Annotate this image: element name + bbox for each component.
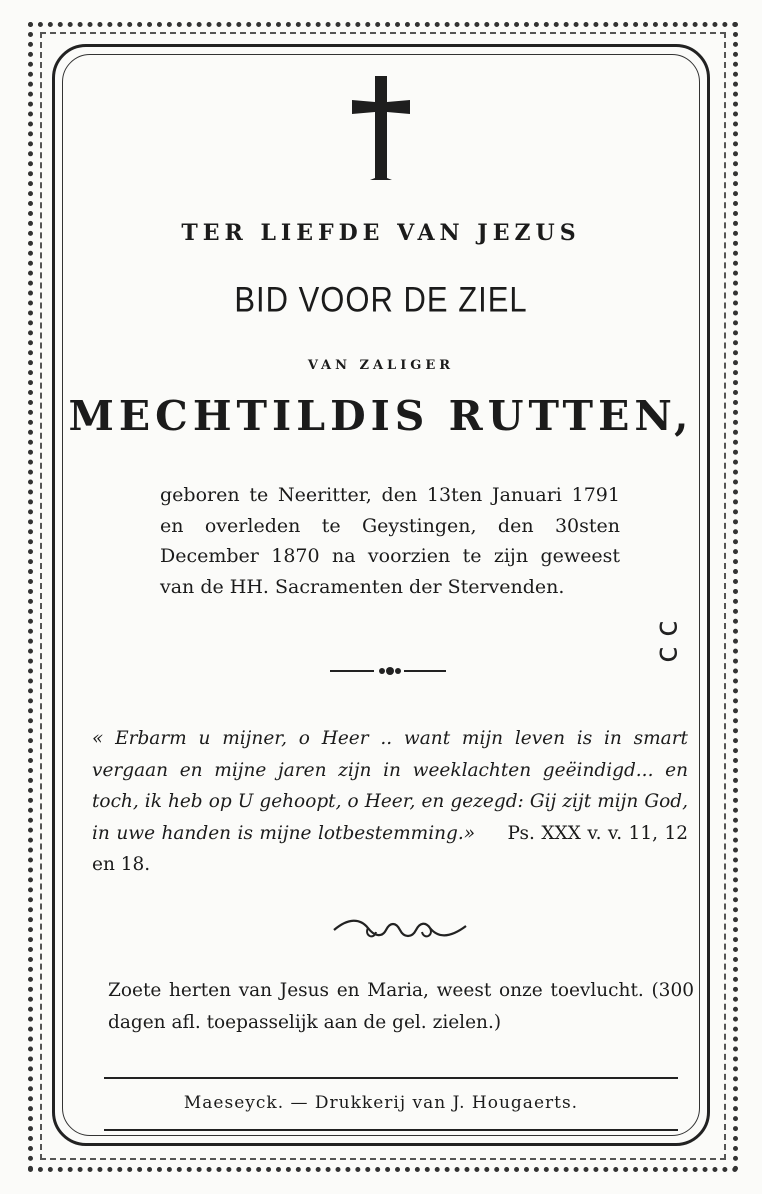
- biography-text: geboren te Neeritter, den 13ten Januari 1791 en overleden te Geystingen, den 30sten December 1870 na voorzien te zijn geweest van de HH. Sacramenten der Stervenden.: [160, 484, 620, 598]
- van-zaliger-label: VAN ZALIGER: [307, 358, 455, 373]
- divider-rule: [104, 1077, 678, 1079]
- divider-rule: [104, 1129, 678, 1131]
- printer-line: Maeseyck. — Drukkerij van J. Hougaerts.: [183, 1093, 579, 1113]
- prayer-heading: BID VOOR DE ZIEL: [234, 279, 528, 320]
- psalm-reference: Ps. XXX v. v. 11, 12 en 18.: [92, 822, 688, 875]
- latin-cross-icon: [350, 74, 412, 182]
- handwritten-margin-mark: ɔ ɔ: [651, 620, 687, 663]
- dash-ornament-icon: [328, 664, 448, 678]
- psalm-text: « Erbarm u mijner, o Heer .. want mijn leven is in smart vergaan en mijne jaren zijn in weeklachten geëindigd... en toch, ik heb op U gehoopt, o Heer, en gezegd: Gij zijt mijn God, in uwe handen is mijne lotbestemming.»: [92, 728, 688, 844]
- psalm-quote: [92, 723, 688, 881]
- invocation-heading: TER LIEFDE VAN JEZUS: [181, 220, 581, 246]
- closing-prayer: Zoete herten van Jesus en Maria, weest onze toevlucht. (300 dagen afl. toepasselijk aan de gel. zielen.): [108, 980, 694, 1033]
- swirl-ornament-icon: [330, 908, 470, 948]
- deceased-name: MECHTILDIS RUTTEN,: [68, 392, 694, 440]
